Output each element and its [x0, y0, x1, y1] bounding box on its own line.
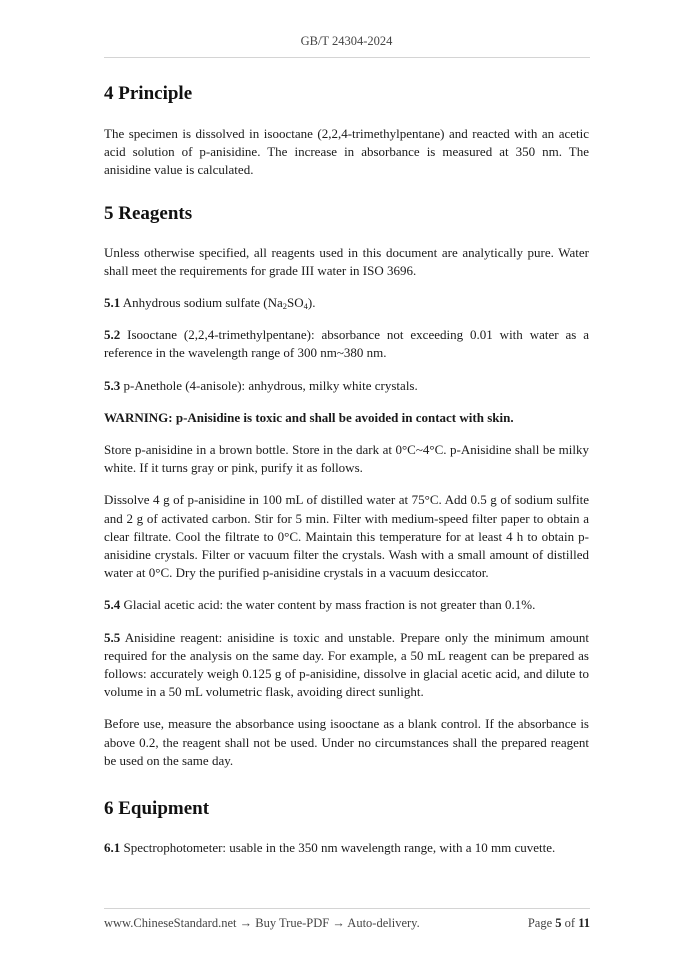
page-label: Page	[527, 916, 553, 930]
subscript: 4	[303, 301, 308, 312]
clause-number: 6.1	[104, 840, 121, 856]
clause-number: 5.1	[104, 295, 121, 311]
reagents-intro-paragraph: Unless otherwise specified, all reagents used in this document are analytically pure. Water shall meet the requirements for grade III water in ISO 3696.	[104, 244, 589, 278]
clause-number: 5.3	[104, 377, 121, 393]
clause-text: Isooctane (2,2,4-trimethylpentane): absorbance not exceeding 0.01 with water as a reference in the wavelength range of 300 nm~380 nm.	[104, 327, 590, 361]
page-of: of	[564, 916, 576, 930]
reagent-item-5-2	[104, 326, 589, 362]
storage-paragraph: Store p-anisidine in a brown bottle. Store in the dark at 0°C~4°C. p-Anisidine shall be milky white. If it turns gray or pink, purify it as follows.	[104, 442, 589, 476]
subscript: 2	[282, 301, 287, 312]
section-heading-reagents: 5 Reagents	[104, 202, 193, 224]
header-divider	[104, 57, 590, 58]
principle-paragraph: The specimen is dissolved in isooctane (2,2,4-trimethylpentane) and reacted with an acetic acid solution of p-anisidine. The increase in absorbance is measured at 350 nm. The anisidine value is calculated.	[104, 126, 589, 178]
clause-text: Glacial acetic acid: the water content by mass fraction is not greater than 0.1%.	[123, 597, 536, 613]
purification-paragraph: Dissolve 4 g of p-anisidine in 100 mL of distilled water at 75°C. Add 0.5 g of sodium sulfite and 2 g of activated carbon. Stir for 5 min. Filter with medium-speed filter paper to obtain a clear filtrate. Cool the filtrate to 0°C. Maintain this temperature for at least 4 h to obtain p-anisidine crystals. Filter or vacuum filter the crystals. Wash with a small amount of distilled water at 0°C. Dry the purified p-anisidine crystals in a vacuum desiccator.	[104, 492, 589, 581]
page-current: 5	[555, 916, 562, 930]
page-number	[528, 916, 590, 931]
clause-text: ).	[307, 295, 316, 311]
page-content	[104, 81, 589, 857]
reagent-item-5-1	[104, 294, 589, 312]
before-use-paragraph: Before use, measure the absorbance using isooctane as a blank control. If the absorbance is above 0.2, the reagent shall not be used. Under no circumstances shall the prepared reagent be used on the same day.	[104, 716, 589, 768]
clause-text: Anisidine reagent: anisidine is toxic and unstable. Prepare only the minimum amount required for the analysis on the same day. For example, a 50 mL reagent can be prepared as follows: accurately weigh 0.125 g of p-anisidine, dissolve in glacial acetic acid, and dilute to volume in a 50 mL volumetric flask, avoiding direct sunlight.	[104, 629, 589, 700]
clause-number: 5.5	[104, 629, 121, 645]
page-header: GB/T 24304-2024	[300, 34, 393, 48]
clause-number: 5.4	[104, 597, 121, 613]
clause-text: p-Anethole (4-anisole): anhydrous, milky white crystals.	[123, 377, 418, 393]
section-heading-principle: 4 Principle	[104, 83, 193, 104]
reagent-item-5-3	[104, 377, 589, 395]
page-total: 11	[578, 916, 590, 930]
clause-number: 5.2	[104, 327, 121, 343]
reagent-item-5-4	[104, 596, 589, 614]
clause-text: Spectrophotometer: usable in the 350 nm wavelength range, with a 10 mm cuvette.	[123, 840, 556, 856]
clause-text: SO	[287, 295, 304, 311]
clause-text: Anhydrous sodium sulfate (Na	[122, 295, 283, 311]
equipment-item-6-1	[104, 839, 589, 857]
section-heading-equipment: 6 Equipment	[104, 798, 210, 820]
reagent-item-5-5	[104, 629, 589, 702]
footer-link[interactable]: www.ChineseStandard.net → Buy True-PDF → Auto-delivery.	[104, 916, 420, 930]
warning-text: WARNING: p-Anisidine is toxic and shall be avoided in contact with skin.	[104, 409, 514, 425]
footer-divider	[104, 908, 590, 909]
